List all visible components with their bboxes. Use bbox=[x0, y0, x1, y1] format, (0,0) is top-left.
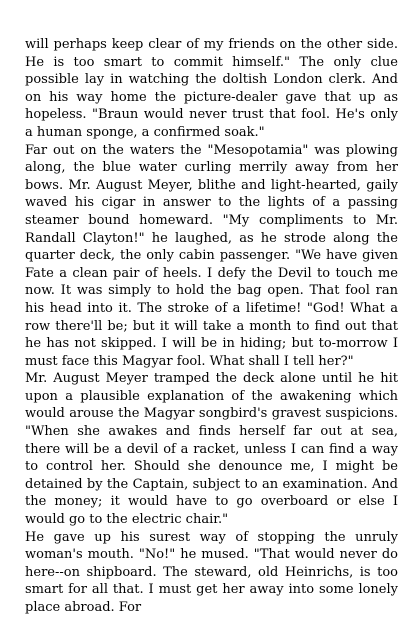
paragraph-3: Mr. August Meyer tramped the deck alone until he hit upon a plausible explanation of the awakening which would arouse the Magyar songbird's gravest suspicions. "When she awakes and finds herself far out at sea, there will be a devil of a racket, unless I can find a way to control her. Should she denounce me, I might be detained by the Captain, subject to an examination. And the money; it would have to go overboard or else I would go to the electric chair." bbox=[25, 371, 398, 528]
paragraph-2: Far out on the waters the "Mesopotamia" was plowing along, the blue water curling merrily away from her bows. Mr. August Meyer, blithe and light-hearted, gaily waved his cigar in answer to the lights of a passing steamer bound homeward. "My compliments to Mr. Randall Clayton!" he laughed, as he strode along the quarter deck, the only cabin passenger. "We have given Fate a clean pair of heels. I defy the Devil to touch me now. It was simply to hold the bag open. That fool ran his head into it. The stroke of a lifetime! "God! What a row there'll be; but it will take a month to find out that he has not skipped. I will be in hiding; but to-morrow I must face this Magyar fool. What shall I tell her?" bbox=[25, 142, 398, 369]
book-page bbox=[25, 36, 398, 617]
paragraph-4: He gave up his surest way of stopping the unruly woman's mouth. "No!" he mused. "That would never do here--on shipboard. The steward, old Heinrichs, is too smart for all that. I must get her away into some lonely place abroad. For bbox=[25, 529, 398, 615]
paragraph-1: will perhaps keep clear of my friends on the other side. He is too smart to commit himself." The only clue possible lay in watching the doltish London clerk. And on his way home the picture-dealer gave that up as hopeless. "Braun would never trust that fool. He's only a human sponge, a confirmed soak." bbox=[25, 37, 398, 140]
